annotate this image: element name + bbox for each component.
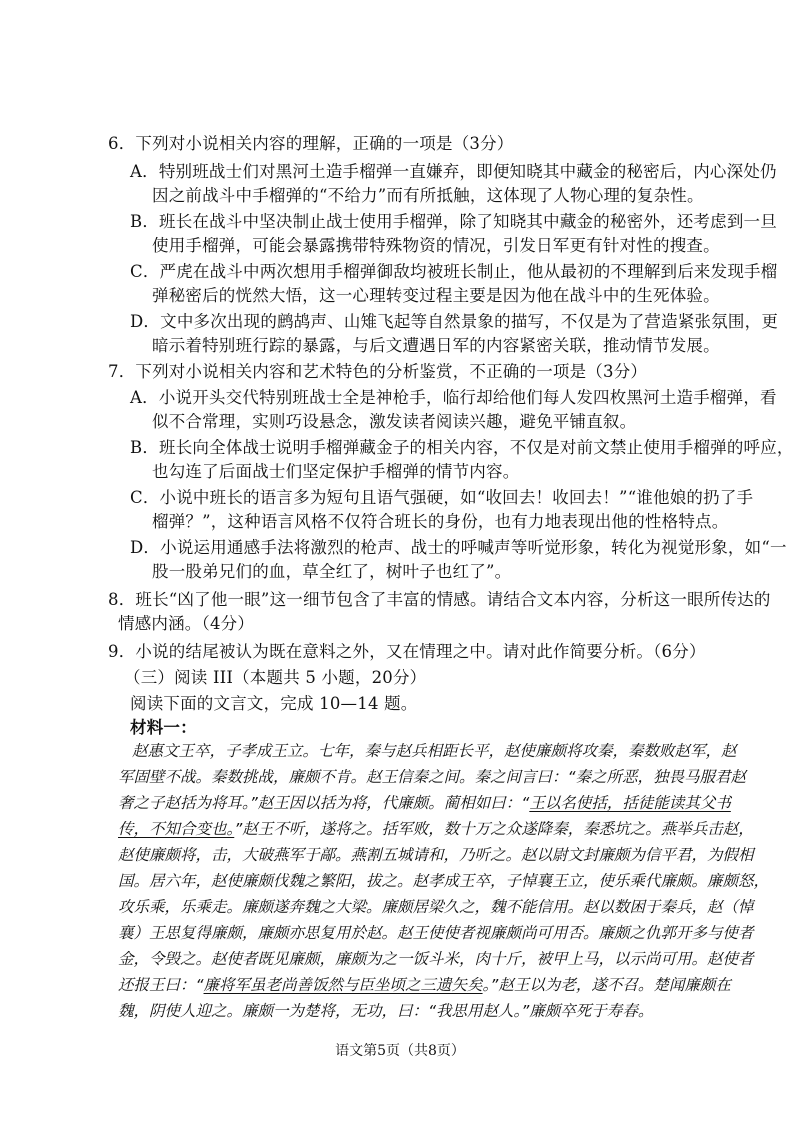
- question-6-stem: 6．下列对小说相关内容的理解，正确的一项是（3分）: [108, 134, 514, 153]
- q7-option-d-line2: 股一股弟兄们的血，草全红了，树叶子也红了”。: [152, 562, 512, 581]
- passage-line-9: 金，令毁之。赵使者既见廉颇，廉颇为之一饭斗米，肉十斤，被甲上马，以示尚可用。赵使者: [118, 950, 754, 968]
- section-3-title: （三）阅读 III（本题共 5 小题，20分）: [124, 668, 427, 687]
- question-8-line2: 情感内涵。（4分）: [118, 614, 255, 633]
- q6-option-b-line2: 使用手榴弹，可能会暴露携带特殊物资的情况，引发日军更有针对性的搜查。: [152, 236, 720, 255]
- passage-line-8: 襄）王思复得廉颇，廉颇亦思复用於赵。赵王使使者视廉颇尚可用否。廉颇之仇郭开多与使者: [118, 924, 754, 942]
- underlined-sentence-2: 廉将军虽老尚善饭然与臣坐顷之三遗矢矣: [203, 976, 483, 994]
- passage-line-2: 军固壁不战。秦数挑战，廉颇不肯。赵王信秦之间。秦之间言曰：“秦之所恶，独畏马服君赵: [118, 768, 747, 786]
- q6-option-a-line2: 因之前战斗中手榴弹的“不给力”而有所抵触，这体现了人物心理的复杂性。: [152, 186, 704, 205]
- passage-line-4-text: ”赵王不听，遂将之。括军败，数十万之众遂降秦，秦悉坑之。燕举兵击赵，: [234, 820, 754, 838]
- q7-option-a-line1: A．小说开头交代特别班战士全是神枪手，临行却给他们每人发四枚黑河土造手榴弹，看: [130, 388, 777, 407]
- passage-line-4: [118, 818, 754, 840]
- passage-line-11: 魏，阴使人迎之。廉颇一为楚将，无功，曰：“我思用赵人。”廉颇卒死于寿春。: [118, 1002, 654, 1020]
- q6-option-d-line1: D．文中多次出现的鹧鸪声、山雉飞起等自然景象的描写，不仅是为了营造紧张氛围，更: [130, 312, 779, 331]
- q6-option-a-line1: A．特别班战士们对黑河土造手榴弹一直嫌弃，即便知晓其中藏金的秘密后，内心深处仍: [130, 162, 777, 181]
- passage-line-5: 赵使廉颇将，击，大破燕军于鄗。燕割五城请和，乃听之。赵以尉文封廉颇为信平君，为假相: [118, 846, 754, 864]
- q7-option-a-line2: 似不合常理，实则巧设悬念，激发读者阅读兴趣，避免平铺直叙。: [152, 412, 637, 431]
- material-one-heading: 材料一：: [130, 718, 197, 737]
- question-7-stem: 7．下列对小说相关内容和艺术特色的分析鉴赏，不正确的一项是（3分）: [108, 362, 648, 381]
- passage-line-1: 赵惠文王卒，子孝成王立。七年，秦与赵兵相距长平，赵使廉颇将攻秦，秦数败赵军，赵: [132, 742, 737, 760]
- q7-option-b-line1: B．班长向全体战士说明手榴弹藏金子的相关内容，不仅是对前文禁止使用手榴弹的呼应，: [130, 438, 794, 457]
- underlined-sentence-1a: 王以名使括，括徒能读其父书: [529, 794, 731, 812]
- page-footer: 语文第5页（共8页）: [335, 1043, 465, 1059]
- passage-line-3-text: 奢之子赵括为将耳。”赵王因以括为将，代廉颇。蔺相如曰：“: [118, 794, 530, 812]
- q7-option-d-line1: D．小说运用通感手法将激烈的枪声、战士的呼喊声等听觉形象，转化为视觉形象，如“一: [130, 538, 787, 557]
- q7-option-c-line1: C．小说中班长的语言多为短句且语气强硬，如“收回去！收回去！”“谁他娘的扔了手: [130, 488, 754, 507]
- q7-option-b-line2: 也勾连了后面战士们坚定保护手榴弹的情节内容。: [152, 462, 520, 481]
- passage-line-7: 攻乐乘，乐乘走。廉颇遂奔魏之大梁。廉颇居梁久之，魏不能信用。赵以数困于秦兵，赵（悼: [118, 898, 754, 916]
- question-9: 9．小说的结尾被认为既在意料之外，又在情理之中。请对此作简要分析。（6分）: [108, 642, 706, 661]
- q6-option-b-line1: B．班长在战斗中坚决制止战士使用手榴弹，除了知晓其中藏金的秘密外，还考虑到一旦: [130, 212, 777, 231]
- q6-option-c-line2: 弹秘密后的恍然大悟，这一心理转变过程主要是因为他在战斗中的生死体验。: [152, 286, 720, 305]
- q6-option-c-line1: C．严虎在战斗中两次想用手榴弹御敌均被班长制止，他从最初的不理解到后来发现手榴: [130, 262, 778, 281]
- passage-line-10-text-a: 还报王曰：“: [118, 976, 204, 994]
- q7-option-c-line2: 榴弹？”，这种语言风格不仅符合班长的身份，也有力地表现出他的性格特点。: [152, 512, 729, 531]
- section-3-instruction: 阅读下面的文言文，完成 10—14 题。: [130, 694, 418, 713]
- passage-line-10: [118, 974, 731, 996]
- underlined-sentence-1b: 传，不知合变也。: [118, 820, 235, 838]
- q6-option-d-line2: 暗示着特别班行踪的暴露，与后文遭遇日军的内容紧密关联，推动情节发展。: [152, 336, 720, 355]
- passage-line-6: 国。居六年，赵使廉颇伐魏之繁阳，拔之。赵孝成王卒，子悼襄王立，使乐乘代廉颇。廉颇怒，: [118, 872, 770, 890]
- passage-line-3: [118, 792, 731, 814]
- passage-line-10-text-b: 。”赵王以为老，遂不召。楚闻廉颇在: [482, 976, 731, 994]
- question-8-line1: 8．班长“凶了他一眼”这一细节包含了丰富的情感。请结合文本内容，分析这一眼所传达的: [108, 590, 771, 609]
